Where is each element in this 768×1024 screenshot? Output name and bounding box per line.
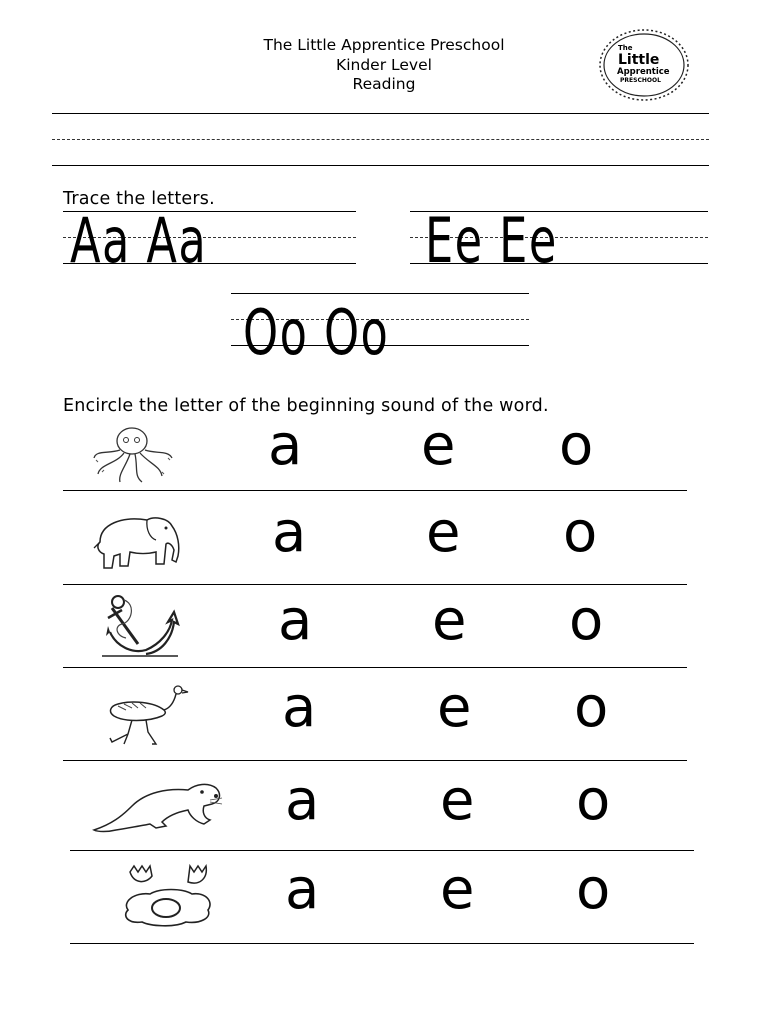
row3-choice-a[interactable]: a xyxy=(278,588,313,653)
anchor-icon xyxy=(102,592,182,660)
elephant-icon xyxy=(92,512,188,572)
row2-divider xyxy=(63,584,687,585)
row6-choice-a[interactable]: a xyxy=(285,857,320,922)
row6-choice-o[interactable]: o xyxy=(576,857,611,922)
trace-letters-e: Ee Ee xyxy=(425,204,558,277)
row3-choice-e[interactable]: e xyxy=(432,588,467,653)
row4-divider xyxy=(63,760,687,761)
school-name: The Little Apprentice Preschool xyxy=(263,36,505,54)
egg-icon xyxy=(120,862,216,928)
row5-choice-a[interactable]: a xyxy=(285,768,320,833)
trace-letters-a: Aa Aa xyxy=(70,204,208,277)
logo-text-little: Little xyxy=(618,52,660,68)
name-line-mid xyxy=(52,139,709,140)
row4-choice-e[interactable]: e xyxy=(437,675,472,740)
ostrich-icon xyxy=(104,684,190,750)
trace-o-line-top xyxy=(231,293,529,294)
row5-choice-o[interactable]: o xyxy=(576,768,611,833)
row5-choice-e[interactable]: e xyxy=(440,768,475,833)
row3-choice-o[interactable]: o xyxy=(569,588,604,653)
trace-instruction: Trace the letters. xyxy=(63,189,215,209)
row6-divider xyxy=(70,943,694,944)
octopus-icon xyxy=(90,424,176,486)
row6-choice-e[interactable]: e xyxy=(440,857,475,922)
row1-choice-o[interactable]: o xyxy=(559,413,594,478)
row3-divider xyxy=(63,667,687,668)
name-line-bottom xyxy=(52,165,709,166)
row2-choice-a[interactable]: a xyxy=(272,500,307,565)
school-logo xyxy=(596,27,692,103)
row4-choice-a[interactable]: a xyxy=(282,675,317,740)
level-label: Kinder Level xyxy=(336,56,432,74)
row1-choice-e[interactable]: e xyxy=(421,413,456,478)
row2-choice-o[interactable]: o xyxy=(563,500,598,565)
row5-divider xyxy=(70,850,694,851)
row1-choice-a[interactable]: a xyxy=(268,413,303,478)
logo-text-preschool: PRESCHOOL xyxy=(620,77,661,84)
logo-text-apprentice: Apprentice xyxy=(617,67,670,77)
row4-choice-o[interactable]: o xyxy=(574,675,609,740)
circle-instruction: Encircle the letter of the beginning sound of the word. xyxy=(63,396,549,416)
trace-letters-o: Oo Oo xyxy=(243,296,390,369)
name-line-top xyxy=(52,113,709,114)
otter-icon xyxy=(92,776,224,834)
row1-divider xyxy=(63,490,687,491)
logo-text-the: The xyxy=(618,44,633,52)
subject-label: Reading xyxy=(352,75,416,93)
row2-choice-e[interactable]: e xyxy=(426,500,461,565)
